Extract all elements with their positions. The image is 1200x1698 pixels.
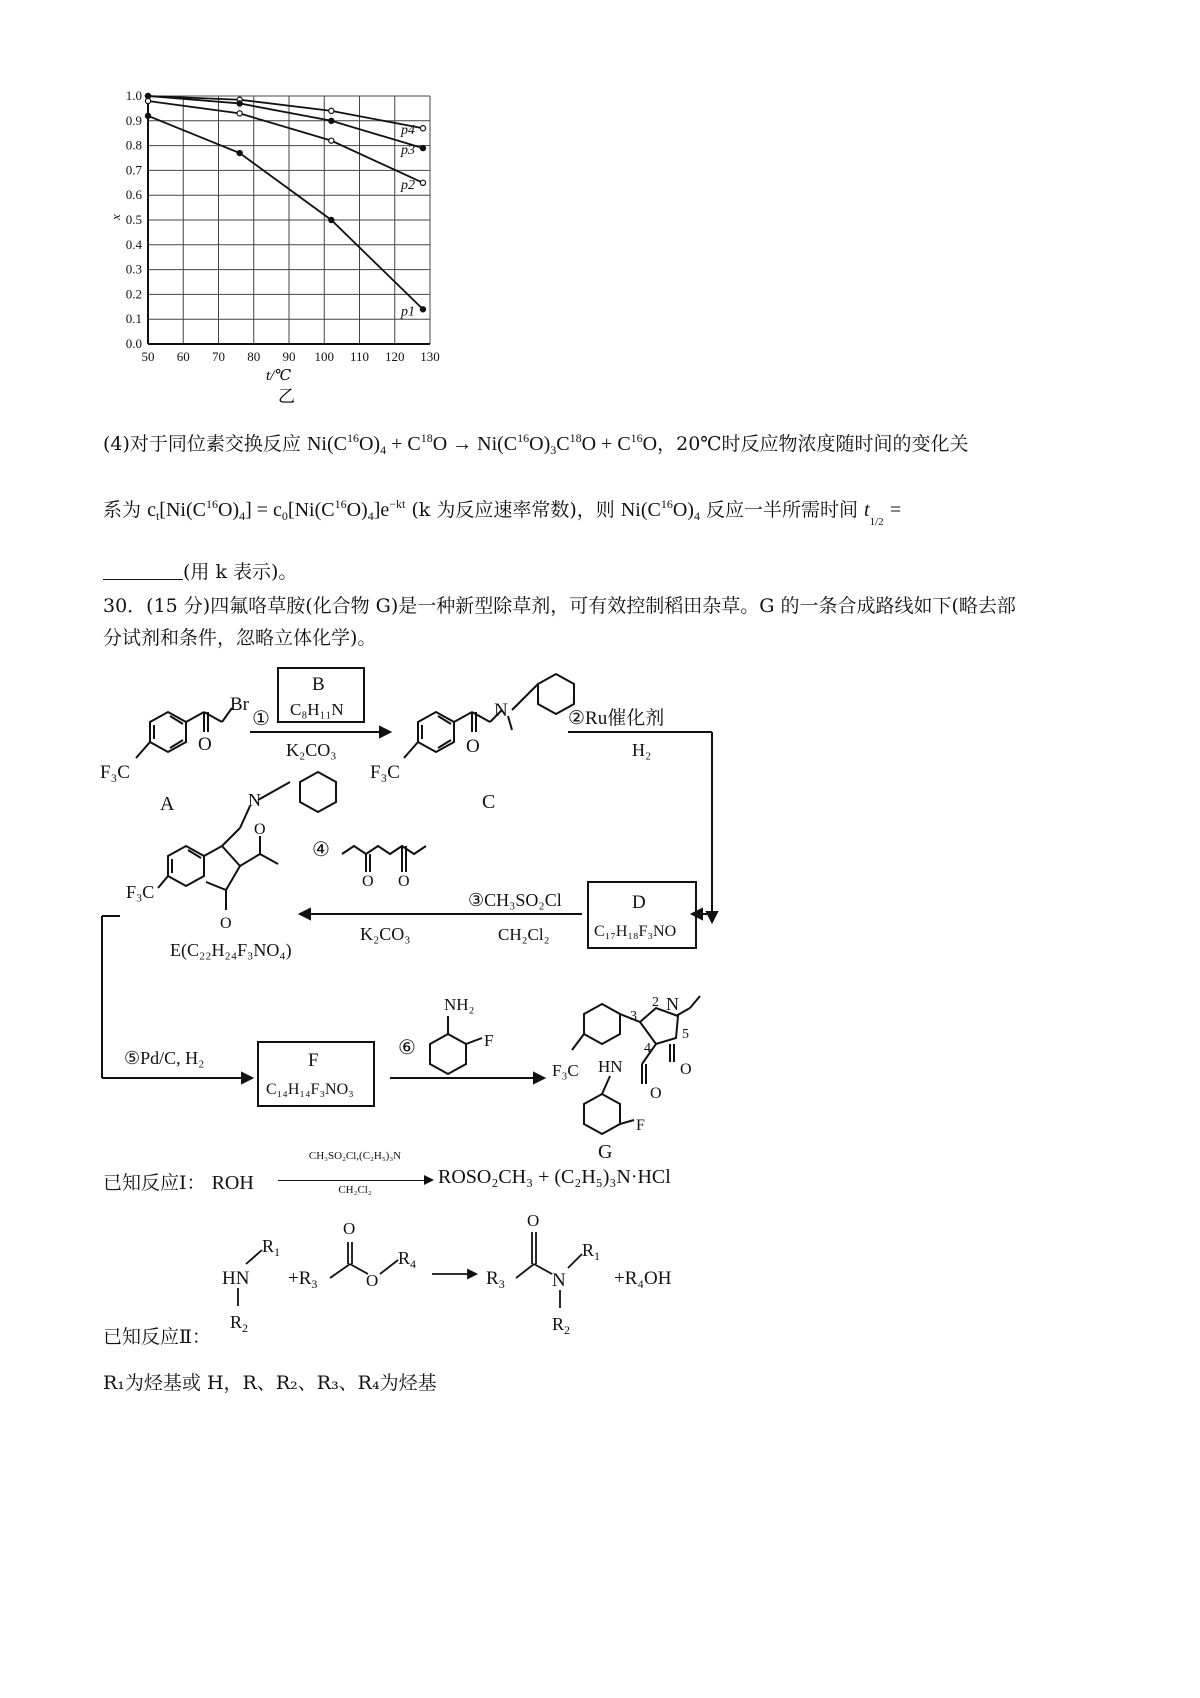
A-Br: Br (230, 694, 249, 715)
x-axis-label: t/℃ (266, 368, 292, 384)
known-r1-rhs: ROSO₂CH₃ + (C₂H₅)₃N·HCl (438, 1166, 671, 1188)
svg-text:O: O (343, 1219, 356, 1238)
q30-line2: 分试剂和条件，忽略立体化学)。 (103, 627, 377, 649)
compound-E (126, 772, 336, 961)
compound-D-box (588, 882, 696, 948)
x-tick-label: 60 (176, 349, 190, 364)
label-G: G (598, 1141, 613, 1160)
chart-series (145, 93, 425, 319)
data-point-p1 (420, 307, 425, 312)
svg-text:R2: $R_2$ (552, 1314, 571, 1336)
svg-text:C₁₄H₁₄F₃NO₃: C₁₄H₁₄F₃NO₃ (266, 1081, 354, 1098)
svg-text:O: O (220, 915, 232, 932)
svg-text:5: 5 (682, 1027, 689, 1042)
svg-text:④: ④ (312, 839, 330, 861)
y-axis-label: x (108, 214, 123, 220)
svg-text:D: D (632, 892, 646, 913)
svg-text:R2: $R_2$ (230, 1312, 249, 1335)
x-tick-label: 90 (282, 349, 296, 364)
svg-text:N: N (552, 1270, 566, 1291)
data-point-p3 (420, 145, 425, 150)
data-point-p3 (237, 101, 242, 106)
svg-text:②Ru催化剂: ②Ru催化剂 (568, 708, 665, 729)
compound-G (552, 994, 700, 1160)
step6 (390, 995, 544, 1083)
step3-4 (300, 839, 582, 944)
svg-text:③CH₃SO₂Cl: ③CH₃SO₂Cl (468, 890, 562, 910)
svg-text:O: O (680, 1061, 692, 1078)
series-label-p1: p1 (400, 304, 415, 320)
q4-label: (4)对于同位素交换反应 (103, 433, 301, 455)
svg-text:O: O (362, 873, 374, 890)
r2-product-R4OH: +R₄OH (614, 1268, 672, 1289)
y-tick-label: 0.7 (125, 162, 142, 178)
y-tick-label: 0.5 (125, 212, 142, 227)
svg-text:O: O (198, 734, 212, 755)
x-tick-label: 50 (141, 349, 155, 364)
series-line-p1 (148, 116, 423, 309)
svg-text:C₁₇H₁₈F₃NO: C₁₇H₁₈F₃NO (594, 923, 677, 940)
svg-text:R1: $R_1$ (582, 1240, 601, 1263)
y-tick-label: 0.0 (125, 336, 142, 351)
svg-text:B: B (312, 674, 325, 695)
q4-line2 (103, 486, 1103, 540)
known-reaction-2-scheme (200, 1206, 720, 1336)
svg-text:O: O (254, 821, 266, 838)
y-tick-label: 0.8 (125, 137, 142, 153)
y-tick-label: 1.0 (125, 88, 142, 103)
svg-text:3: 3 (630, 1009, 637, 1024)
known-r1-lhs: ROH (211, 1172, 254, 1194)
svg-text:R1: $R_1$ (262, 1236, 281, 1259)
svg-text:+R3: $+R_3$ (288, 1268, 318, 1291)
svg-text:F₃C: F₃C (126, 882, 155, 902)
svg-text:⑥: ⑥ (398, 1037, 416, 1059)
known-reaction-1 (103, 1168, 254, 1195)
svg-text:K₂CO₃: K₂CO₃ (360, 924, 411, 944)
x-tick-label: 80 (247, 349, 261, 364)
y-tick-label: 0.3 (125, 261, 142, 277)
series-label-p4: p4 (400, 123, 415, 139)
x-tick-label: 100 (314, 349, 334, 364)
synthesis-scheme (90, 660, 1110, 1160)
svg-text:N: N (494, 700, 508, 721)
svg-text:NH₂: NH₂ (444, 995, 475, 1014)
y-tick-label: 0.6 (125, 187, 142, 203)
svg-text:①: ① (252, 708, 270, 730)
label-A: A (160, 793, 175, 815)
svg-text:F: F (484, 1031, 494, 1050)
known-r1-above: CH₃SO₂Cl,(C₂H₅)₃N (308, 1150, 402, 1162)
data-point-p1 (145, 113, 150, 118)
svg-text:O: O (527, 1211, 540, 1230)
svg-text:C₈H₁₁N: C₈H₁₁N (290, 700, 344, 719)
svg-text:HN: HN (598, 1057, 623, 1076)
svg-text:F: F (636, 1117, 645, 1134)
q4-equation: $Ni(C^{16}O)_4 + C^{18}O \to Ni(C^{16}O)_3C^{18}O + C^{16}O$ (306, 431, 658, 457)
series-label-p3: p3 (400, 143, 415, 159)
svg-text:O: O (466, 736, 480, 757)
rate-equation: $c_t[Ni(C^{16}O)_4] = c_0[Ni(C^{16}O)_4]e^{-kt}$ (147, 497, 406, 523)
x-tick-label: 70 (212, 349, 225, 364)
svg-text:R3: $R_3$ (486, 1268, 505, 1291)
x-tick-label: 110 (349, 349, 370, 364)
svg-text:HN: HN (222, 1268, 250, 1289)
compound-C (370, 674, 574, 813)
conversion-chart (100, 80, 460, 410)
svg-text:K₂CO₃: K₂CO₃ (286, 740, 337, 760)
svg-text:R4: $R_4$ (398, 1248, 417, 1271)
svg-text:F: F (308, 1050, 319, 1071)
data-point-p2 (420, 180, 425, 185)
q4-ask: 反应一半所需时间 (705, 499, 858, 521)
y-tick-label: 0.4 (125, 236, 142, 252)
half-life-symbol: $t_{1/2}$ = (864, 499, 903, 528)
q4-species: $Ni(C^{16}O)_4$ (620, 497, 700, 523)
data-point-p2 (145, 98, 150, 103)
svg-text:O: O (366, 1271, 379, 1290)
svg-text:H₂: H₂ (632, 740, 652, 760)
data-point-p4 (420, 126, 425, 131)
q4-line3 (103, 554, 1103, 590)
answer-blank[interactable] (103, 561, 183, 580)
svg-text:N: N (248, 790, 261, 810)
E-formula: E(C₂₂H₂₄F₃NO₄) (170, 940, 292, 960)
q4-line3-text: (用 k 表示)。 (183, 561, 298, 583)
A-F3C: F₃C (100, 762, 130, 783)
known-r1-label: 已知反应Ⅰ： (103, 1172, 206, 1194)
data-point-p1 (329, 217, 334, 222)
svg-text:2: 2 (652, 995, 659, 1010)
chart-caption: 乙 (278, 387, 295, 406)
svg-text:O: O (398, 873, 410, 890)
known-r1-below: CH₂Cl₂ (338, 1184, 372, 1196)
step2 (568, 707, 717, 922)
q4-k-note: (k 为反应速率常数)，则 (411, 499, 615, 521)
chart-axes (126, 88, 440, 364)
q4-line1 (103, 420, 1103, 468)
x-tick-label: 130 (420, 349, 440, 364)
series-label-p2: p2 (400, 177, 415, 193)
step1 (250, 668, 390, 760)
svg-text:CH₂Cl₂: CH₂Cl₂ (498, 925, 550, 944)
data-point-p2 (237, 111, 242, 116)
y-tick-label: 0.2 (125, 286, 142, 302)
data-point-p1 (237, 150, 242, 155)
series-line-p3 (148, 96, 423, 148)
data-point-p3 (329, 118, 334, 123)
label-C: C (482, 791, 496, 813)
q4-equation-tail: ，20℃时反应物浓度随时间的变化关 (657, 433, 969, 455)
q4-line2-start: 系为 (103, 499, 142, 521)
known-r1-arrow (278, 1180, 428, 1181)
svg-text:4: 4 (644, 1041, 651, 1056)
known-r2-label: 已知反应Ⅱ： (103, 1326, 211, 1348)
known-note: R₁为烃基或 H，R、R₂、R₃、R₄为烃基 (103, 1372, 437, 1394)
svg-text:⑤Pd/C, H₂: ⑤Pd/C, H₂ (124, 1048, 205, 1068)
q30-line1: 30．(15 分)四氟咯草胺(化合物 G)是一种新型除草剂，可有效控制稻田杂草。G 的一条合成路线如下(略去部 (103, 595, 1016, 617)
svg-text:F₃C: F₃C (552, 1061, 579, 1080)
svg-text:N: N (666, 994, 679, 1014)
data-point-p4 (329, 108, 334, 113)
x-tick-label: 120 (385, 349, 405, 364)
svg-text:O: O (650, 1085, 662, 1102)
compound-A (100, 694, 250, 815)
svg-text:F₃C: F₃C (370, 762, 400, 783)
data-point-p2 (329, 138, 334, 143)
y-tick-label: 0.1 (125, 311, 142, 327)
compound-F-box (258, 1042, 374, 1106)
y-tick-label: 0.9 (125, 112, 142, 128)
